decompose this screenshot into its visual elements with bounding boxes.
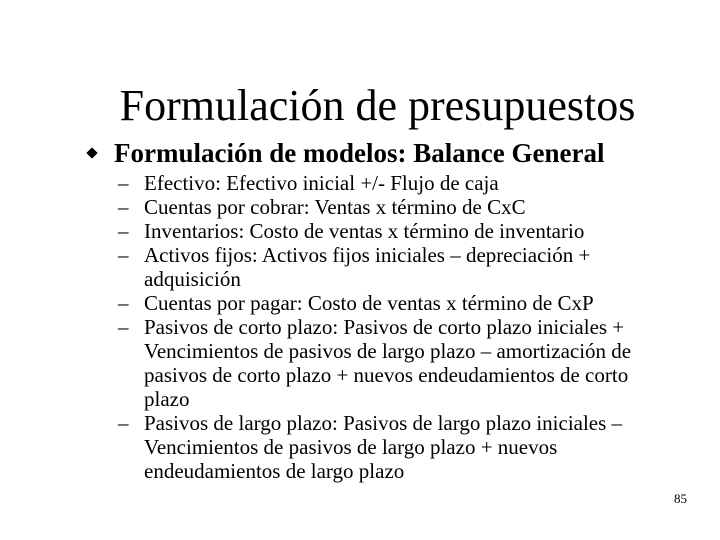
list-item <box>118 243 678 291</box>
list-item <box>118 195 678 219</box>
main-bullet-text: Formulación de modelos: Balance General <box>114 137 605 168</box>
dash-icon: – <box>118 243 129 267</box>
list-item-text: Inventarios: Costo de ventas x término de inventario <box>144 219 585 243</box>
dash-icon: – <box>118 291 129 315</box>
list-item-text: Cuentas por pagar: Costo de ventas x término de CxP <box>144 291 594 315</box>
list-item-text: Pasivos de corto plazo: Pasivos de corto plazo iniciales + Vencimientos de pasivos de largo plazo – amortización de pasivos de corto plazo + nuevos endeudamientos de corto plazo <box>144 315 632 411</box>
dash-icon: – <box>118 195 129 219</box>
list-item-text: Activos fijos: Activos fijos iniciales – depreciación + adquisición <box>144 243 591 291</box>
main-bullet <box>86 137 604 169</box>
list-item <box>118 315 678 411</box>
dash-icon: – <box>118 219 129 243</box>
dash-icon: – <box>118 411 129 435</box>
dash-icon: – <box>118 171 129 195</box>
sub-bullet-list <box>118 171 678 483</box>
list-item <box>118 411 678 483</box>
list-item <box>118 219 678 243</box>
list-item-text: Cuentas por cobrar: Ventas x término de CxC <box>144 195 526 219</box>
list-item-text: Efectivo: Efectivo inicial +/- Flujo de caja <box>144 171 499 195</box>
list-item-text: Pasivos de largo plazo: Pasivos de largo plazo iniciales – Vencimientos de pasivos de largo plazo + nuevos endeudamientos de largo plazo <box>144 411 623 483</box>
slide-title: Formulación de presupuestos <box>119 81 636 130</box>
list-item <box>118 171 678 195</box>
dash-icon: – <box>118 315 129 339</box>
page-number: 85 <box>674 491 687 506</box>
diamond-bullet-icon <box>86 147 97 158</box>
list-item <box>118 291 678 315</box>
